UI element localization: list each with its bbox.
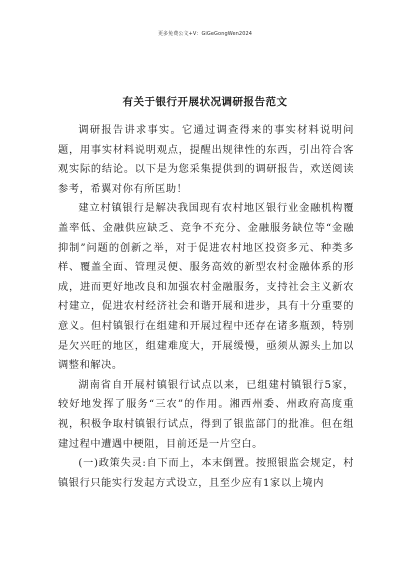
paragraph-policy: (一)政策失灵:自下而上，本末倒置。按照银监会规定，村镇银行只能实行发起方式设立，且至少应有1家以上境内 bbox=[58, 458, 354, 489]
document-title: 有关于银行开展状况调研报告范文 bbox=[122, 96, 288, 108]
paragraph-intro: 调研报告讲求事实。它通过调查得来的事实材料说明问题，用事实材料说明观点，提醒出规律性的东西，引出符合客观实际的结论。以下是为您采集提供到的调研报告，欢送阅读参考，希翼对你有所匡助！ bbox=[58, 125, 354, 195]
document-body bbox=[58, 121, 354, 493]
paragraph-background: 建立村镇银行是解决我国现有农村地区银行业金融机构覆盖率低、金融供应缺乏、竞争不充分、金融服务缺位等“金融抑制”问题的创新之举，对于促进农村地区投资多元、种类多样、覆盖全面、管理灵便、服务高效的新型农村金融体系的形成，进而更好地改良和加强农村金融服务，支持社会主义新农村建立，促进农村经济社会和谐开展和进步，具有十分重要的意义。但村镇银行在组建和开展过程中还存在诸多瓶颈，特别是欠兴旺的地区，组建难度大，开展缓慢，亟须从源头上加以调整和解决。 bbox=[58, 203, 354, 372]
paragraph-hunan: 湖南省自开展村镇银行试点以来，已组建村镇银行5家，较好地发挥了服务“三农”的作用。湘西州委、州政府高度重视，积极争取村镇银行试点，得到了银监部门的批准。但在组建过程中遭遇中梗阻，目前还是一片空白。 bbox=[58, 379, 354, 450]
header-note: 更多免费公文+V：GiGeGongWen2024 bbox=[157, 31, 253, 37]
